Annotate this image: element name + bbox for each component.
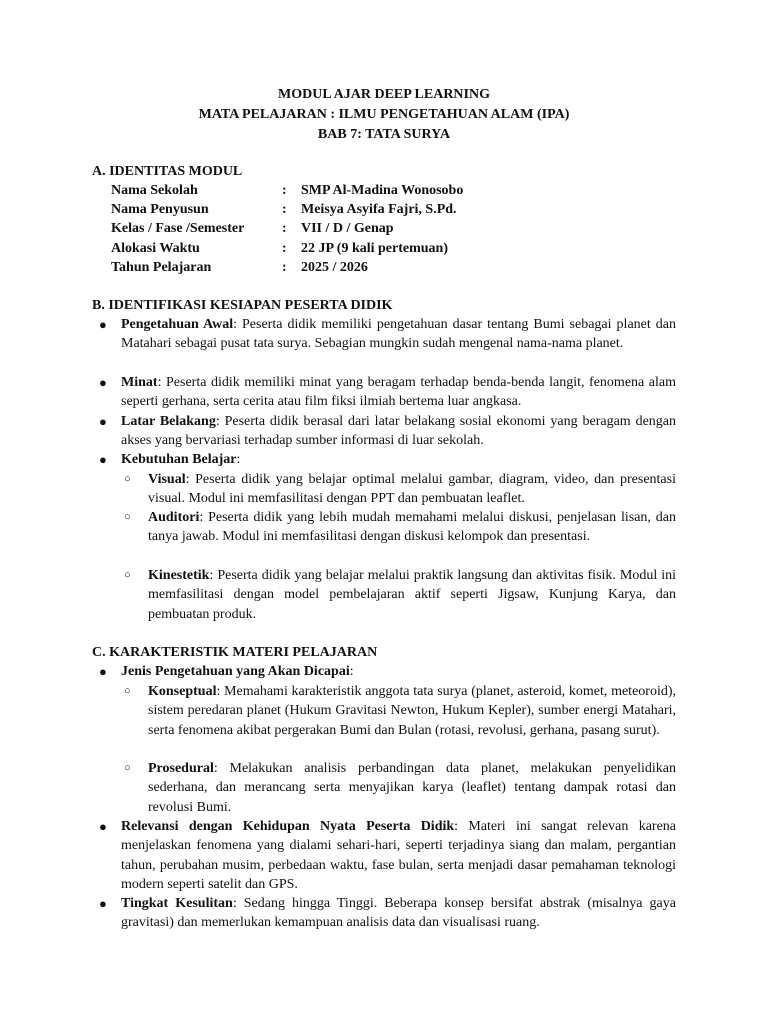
sub-list-item xyxy=(148,470,676,509)
sub-list-item-text: : Memahami karakteristik anggota tata surya (planet, asteroid, komet, meteoroid), sistem peredaran planet (Hukum Gravitasi Newton, Hukum Kepler), sumber energi Matahari, serta fenomena akibat pergerakan Bumi dan Bulan (rotasi, revolusi, gerhana, pasang surut). xyxy=(148,684,676,738)
sub-bullet-icon: ○ xyxy=(124,685,131,697)
sub-list-item-text: : Peserta didik yang lebih mudah memahami melalui diskusi, penjelasan lisan, dan tanya jawab. Modul ini memfasilitasi dengan diskusi kelompok dan presentasi. xyxy=(148,510,676,545)
bullet-icon: ● xyxy=(99,375,107,390)
list-item-text: : Peserta didik berasal dari latar belakang sosial ekonomi yang beragam dengan akses yang bervariasi terhadap sumber informasi di luar sekolah. xyxy=(121,414,676,449)
list-item-term: Minat xyxy=(121,375,158,390)
list-item-term: Tingkat Kesulitan xyxy=(121,896,233,911)
identity-key: Tahun Pelajaran xyxy=(111,260,212,275)
sub-list-item xyxy=(148,566,676,624)
sub-list-item-term: Kinestetik xyxy=(148,568,210,583)
list-item-term: Latar Belakang xyxy=(121,414,216,429)
section-c-heading: C. KARAKTERISTIK MATERI PELAJARAN xyxy=(92,645,378,660)
section-b-heading: B. IDENTIFIKASI KESIAPAN PESERTA DIDIK xyxy=(92,298,393,313)
list-item-text: : Peserta didik memiliki minat yang beragam terhadap benda-benda langit, fenomena alam seperti gerhana, serta cerita atau film fiksi ilmiah bertema luar angkasa. xyxy=(121,375,676,410)
bullet-icon: ● xyxy=(99,414,107,429)
sub-list-item-term: Prosedural xyxy=(148,761,214,776)
document-title: MODUL AJAR DEEP LEARNING xyxy=(278,87,490,102)
sub-bullet-icon: ○ xyxy=(124,762,131,774)
list-item xyxy=(121,412,676,451)
identity-value: SMP Al-Madina Wonosobo xyxy=(301,183,464,198)
sub-list-item xyxy=(148,759,676,817)
subject-title: MATA PELAJARAN : ILMU PENGETAHUAN ALAM (IPA) xyxy=(198,107,570,122)
identity-separator: : xyxy=(282,241,287,256)
list-item xyxy=(121,894,676,933)
list-item-term: Jenis Pengetahuan yang Akan Dicapai xyxy=(121,664,350,679)
bullet-icon: ● xyxy=(99,664,107,679)
list-item-text: : Sedang hingga Tinggi. Beberapa konsep bersifat abstrak (misalnya gaya gravitasi) dan memerlukan kemampuan analisis data dan visualisasi ruang. xyxy=(121,896,676,931)
identity-value: 2025 / 2026 xyxy=(301,260,368,275)
identity-value: 22 JP (9 kali pertemuan) xyxy=(301,241,448,256)
section-a-heading: A. IDENTITAS MODUL xyxy=(92,164,243,179)
identity-key: Nama Sekolah xyxy=(111,183,198,198)
bullet-icon: ● xyxy=(99,452,107,467)
sub-list-item-text: : Peserta didik yang belajar optimal melalui gambar, diagram, video, dan presentasi visual. Modul ini memfasilitasi dengan PPT dan pembuatan leaflet. xyxy=(148,472,676,507)
list-item-term: Relevansi dengan Kehidupan Nyata Peserta Didik xyxy=(121,819,455,834)
sub-list-item-text: : Peserta didik yang belajar melalui praktik langsung dan aktivitas fisik. Modul ini memfasilitasi dengan model pembelajaran aktif seperti Jigsaw, Kunjung Karya, dan pembuatan produk. xyxy=(148,568,676,622)
list-item-term: Kebutuhan Belajar xyxy=(121,452,237,467)
sub-list-item xyxy=(148,508,676,547)
identity-key: Nama Penyusun xyxy=(111,202,209,217)
sub-list-item-term: Auditori xyxy=(148,510,200,525)
list-item-text: : Materi ini sangat relevan karena menjelaskan fenomena yang dialami sehari-hari, seperti terjadinya siang dan malam, pergantian tahun, perubahan musim, perbedaan waktu, fase bulan, serta menjadi dasar pemahaman teknologi modern seperti satelit dan GPS. xyxy=(121,819,676,893)
list-item xyxy=(121,450,676,469)
identity-separator: : xyxy=(282,202,287,217)
list-item xyxy=(121,373,676,412)
list-item-term: Pengetahuan Awal xyxy=(121,317,234,332)
bullet-icon: ● xyxy=(99,317,107,332)
list-item-text: : Peserta didik memiliki pengetahuan dasar tentang Bumi sebagai planet dan Matahari sebagai pusat tata surya. Sebagian mungkin sudah mengenal nama-nama planet. xyxy=(121,317,676,352)
chapter-title: BAB 7: TATA SURYA xyxy=(317,127,451,142)
sub-list-item-text: : Melakukan analisis perbandingan data planet, melakukan penyelidikan sederhana, dan merancang serta menyajikan karya (leaflet) tentang dampak rotasi dan revolusi Bumi. xyxy=(148,761,676,815)
sub-bullet-icon: ○ xyxy=(124,569,131,581)
sub-bullet-icon: ○ xyxy=(124,473,131,485)
sub-list-item-term: Konseptual xyxy=(148,684,217,699)
list-item-text: : xyxy=(236,452,241,467)
identity-separator: : xyxy=(282,221,287,236)
sub-list-item-term: Visual xyxy=(148,472,186,487)
identity-key: Alokasi Waktu xyxy=(111,241,200,256)
bullet-icon: ● xyxy=(99,819,107,834)
identity-value: Meisya Asyifa Fajri, S.Pd. xyxy=(301,202,457,217)
bullet-icon: ● xyxy=(99,896,107,911)
list-item-text: : xyxy=(349,664,354,679)
list-item xyxy=(121,817,676,895)
sub-bullet-icon: ○ xyxy=(124,511,131,523)
identity-separator: : xyxy=(282,260,287,275)
identity-separator: : xyxy=(282,183,287,198)
identity-value: VII / D / Genap xyxy=(301,221,394,236)
sub-list-item xyxy=(148,682,676,740)
identity-key: Kelas / Fase /Semester xyxy=(111,221,245,236)
list-item xyxy=(121,315,676,354)
list-item xyxy=(121,662,676,681)
